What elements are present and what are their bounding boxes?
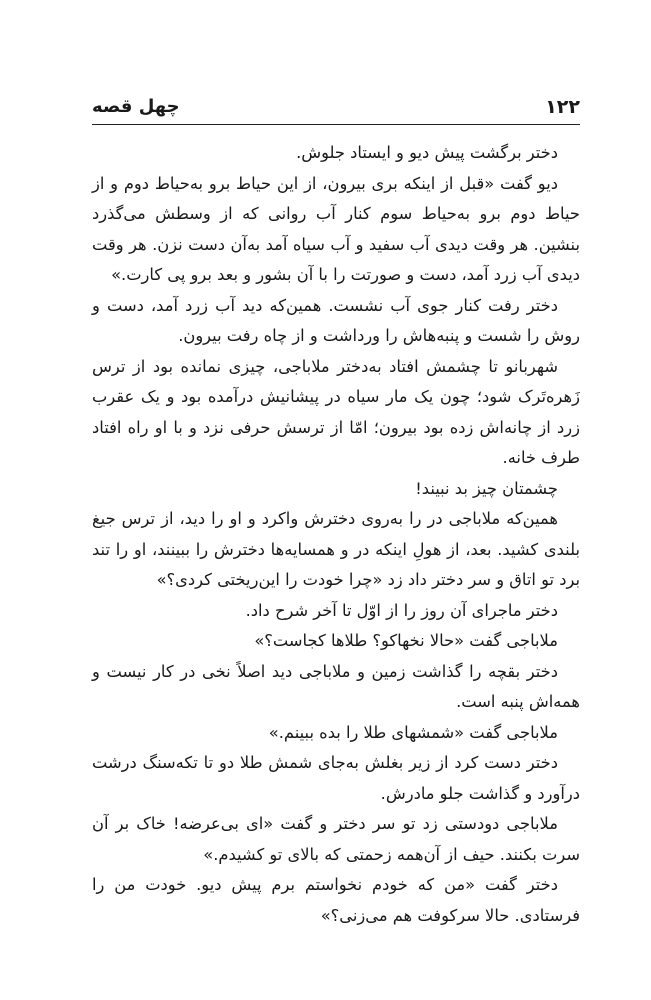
paragraph: دختر بقچه را گذاشت زمین و ملاباجی دید اصلاً نخی در کار نیست و همه‌اش پنبه است. bbox=[92, 661, 580, 711]
page-header bbox=[92, 94, 580, 124]
paragraph: ملاباجی دودستی زد تو سر دختر و گفت «ای بی‌عرضه! خاک بر آن سرت بکنند. حیف از آن‌همه زحمتی که بالای تو کشیدم.» bbox=[92, 814, 580, 864]
story-text bbox=[92, 138, 580, 931]
paragraph: دختر دست کرد از زیر بغلش به‌جای شمش طلا دو تا تکه‌سنگ درشت درآورد و گذاشت جلو مادرش. bbox=[92, 753, 580, 803]
page-number: ۱۲۲ bbox=[545, 96, 580, 118]
paragraph: ملاباجی گفت «حالا نخهاکو؟ طلاها کجاست؟» bbox=[254, 631, 558, 650]
paragraph: دختر رفت کنار جوی آب نشست. همین‌که دید آب زرد آمد، دست و روش را شست و پنبه‌هاش را ورداشت و از چاه رفت بیرون. bbox=[92, 295, 580, 345]
header-rule bbox=[92, 124, 580, 125]
paragraph: ملاباجی گفت «شمشهای طلا را بده ببینم.» bbox=[268, 722, 558, 742]
paragraph: دختر گفت «من که خودم نخواستم برم پیش دیو. خودت من را فرستادی. حالا سرکوفت هم می‌زنی؟» bbox=[92, 875, 580, 925]
paragraph: دختر ماجرای آن روز را از اوّل تا آخر شرح داد. bbox=[245, 600, 558, 620]
paragraph: شهربانو تا چشمش افتاد به‌دختر ملاباجی، چیزی نمانده بود از ترس زَهره‌تَرک شود؛ چون یک مار سیاه در پیشانیش درآمده بود و یک عقرب زرد از چانه‌اش زده بود بیرون؛ امّا از ترسش حرفی نزد و با او راه افتاد طرف خانه. bbox=[92, 356, 580, 467]
paragraph: دیو گفت «قبل از اینکه بری بیرون، از این حیاط برو به‌حیاط دوم و از حیاط دوم برو به‌حیاط سوم کنار آب روانی که از وسطش می‌گذرد بنشین. هر وقت دیدی آب سفید و آب سیاه آمد به‌آن دست نزن. هر وقت دیدی آب زرد آمد، دست و صورتت را با آن بشور و بعد برو پی کارت.» bbox=[92, 173, 580, 284]
paragraph: همین‌که ملاباجی در را به‌روی دخترش واکرد و او را دید، از ترس جیغ بلندی کشید. بعد، از هولِ اینکه در و همسایه‌ها دخترش را ببینند، او را تند برد تو اتاق و سر دختر داد زد «چرا خودت را این‌ریختی کردی؟» bbox=[92, 509, 580, 589]
paragraph: دختر برگشت پیش دیو و ایستاد جلوش. bbox=[296, 143, 558, 162]
running-title: چهل قصه bbox=[92, 96, 180, 117]
paragraph: چشمتان چیز بد نبیند! bbox=[415, 478, 558, 498]
